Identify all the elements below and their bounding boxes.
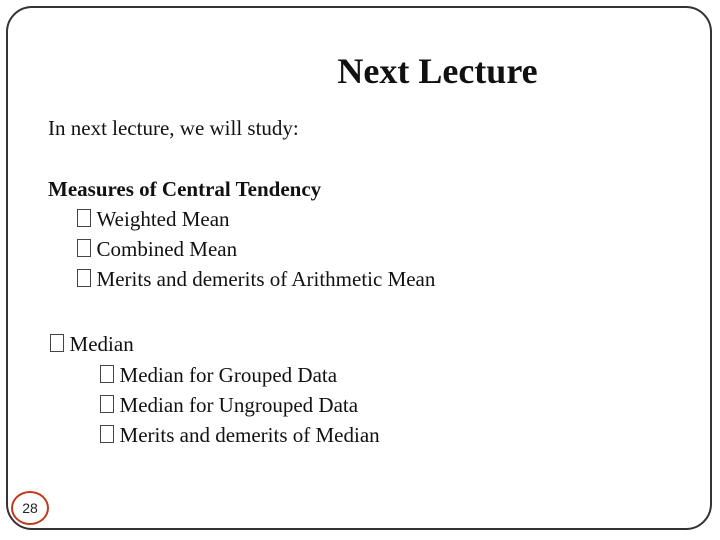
bullet-box-icon — [77, 209, 91, 227]
slide-title: Next Lecture — [337, 51, 538, 91]
list-item: Merits and demerits of Arithmetic Mean — [77, 267, 435, 292]
page-number-badge — [11, 491, 49, 525]
list-item: Median for Ungrouped Data — [100, 393, 358, 418]
list-item: Combined Mean — [77, 237, 237, 262]
bullet-box-icon — [77, 269, 91, 287]
intro-text: In next lecture, we will study: — [48, 116, 299, 140]
section-heading-median: Median — [50, 332, 134, 357]
list-item: Median for Grouped Data — [100, 363, 337, 388]
bullet-box-icon — [100, 425, 114, 443]
bullet-box-icon — [100, 365, 114, 383]
list-item: Merits and demerits of Median — [100, 423, 380, 448]
page-number: 28 — [22, 500, 38, 516]
list-item: Weighted Mean — [77, 207, 230, 232]
bullet-box-icon — [77, 239, 91, 257]
section-heading-central-tendency: Measures of Central Tendency — [48, 177, 322, 201]
bullet-box-icon — [50, 334, 64, 352]
bullet-box-icon — [100, 395, 114, 413]
